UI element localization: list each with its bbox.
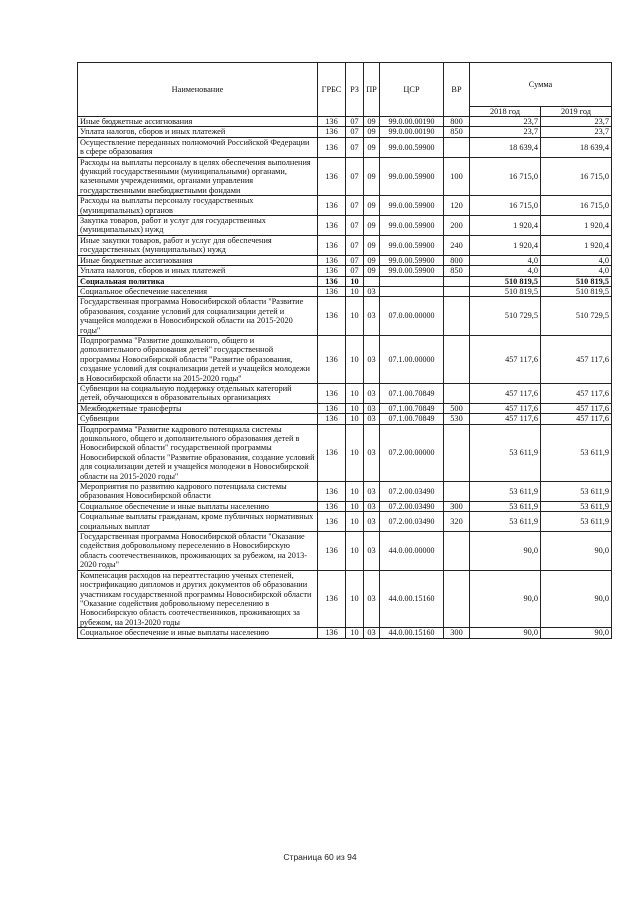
row-pr: 09 <box>364 196 380 216</box>
table-body <box>78 117 612 639</box>
row-sum-2018: 18 639,4 <box>470 137 541 157</box>
row-sum-2018: 4,0 <box>470 255 541 265</box>
row-vr <box>444 276 470 286</box>
row-csr: 07.0.00.00000 <box>380 297 444 336</box>
row-sum-2018: 53 611,9 <box>470 512 541 532</box>
table-row <box>78 335 612 383</box>
row-pr: 03 <box>364 570 380 627</box>
row-pr: 03 <box>364 424 380 481</box>
row-rz: 07 <box>346 196 364 216</box>
row-sum-2019: 23,7 <box>541 117 612 127</box>
row-csr: 44.0.00.15160 <box>380 628 444 638</box>
row-name: Социальные выплаты гражданам, кроме публичных нормативных социальных выплат <box>78 512 318 532</box>
row-sum-2019: 90,0 <box>541 532 612 571</box>
row-pr: 09 <box>364 127 380 137</box>
row-csr: 99.0.00.00190 <box>380 117 444 127</box>
row-vr: 120 <box>444 196 470 216</box>
table-row <box>78 403 612 413</box>
row-name: Мероприятия по развитию кадрового потенциала системы образования Новосибирской области <box>78 482 318 502</box>
table-row <box>78 424 612 481</box>
row-csr <box>380 276 444 286</box>
row-csr: 99.0.00.59900 <box>380 255 444 265</box>
row-grbs: 136 <box>318 137 346 157</box>
row-rz: 10 <box>346 424 364 481</box>
row-vr: 100 <box>444 157 470 196</box>
table-row <box>78 157 612 196</box>
row-csr: 99.0.00.59900 <box>380 196 444 216</box>
row-name: Закупка товаров, работ и услуг для государственных (муниципальных) нужд <box>78 216 318 236</box>
row-csr: 99.0.00.59900 <box>380 137 444 157</box>
budget-table <box>77 62 612 639</box>
row-sum-2018: 4,0 <box>470 266 541 276</box>
row-csr: 99.0.00.59900 <box>380 266 444 276</box>
row-grbs: 136 <box>318 216 346 236</box>
row-name: Уплата налогов, сборов и иных платежей <box>78 127 318 137</box>
row-rz: 10 <box>346 297 364 336</box>
row-csr: 07.1.00.70849 <box>380 403 444 413</box>
table-row <box>78 570 612 627</box>
row-csr <box>380 286 444 296</box>
table-row <box>78 196 612 216</box>
row-csr: 07.1.00.70849 <box>380 383 444 403</box>
row-sum-2019: 16 715,0 <box>541 157 612 196</box>
row-rz: 10 <box>346 335 364 383</box>
row-pr <box>364 276 380 286</box>
row-pr: 03 <box>364 286 380 296</box>
row-rz: 10 <box>346 512 364 532</box>
row-grbs: 136 <box>318 297 346 336</box>
row-pr: 09 <box>364 157 380 196</box>
row-grbs: 136 <box>318 570 346 627</box>
row-rz: 07 <box>346 117 364 127</box>
row-name: Межбюджетные трансферты <box>78 403 318 413</box>
row-vr <box>444 286 470 296</box>
row-name: Осуществление переданных полномочий Российской Федерации в сфере образования <box>78 137 318 157</box>
row-sum-2018: 457 117,6 <box>470 335 541 383</box>
row-sum-2019: 510 729,5 <box>541 297 612 336</box>
row-sum-2019: 1 920,4 <box>541 216 612 236</box>
table-row <box>78 383 612 403</box>
row-vr: 320 <box>444 512 470 532</box>
row-grbs: 136 <box>318 255 346 265</box>
header-pr: ПР <box>364 63 380 117</box>
row-rz: 10 <box>346 501 364 511</box>
row-sum-2018: 1 920,4 <box>470 216 541 236</box>
row-sum-2018: 23,7 <box>470 127 541 137</box>
row-pr: 03 <box>364 414 380 424</box>
row-name: Социальное обеспечение и иные выплаты населению <box>78 628 318 638</box>
row-grbs: 136 <box>318 266 346 276</box>
row-rz: 07 <box>346 127 364 137</box>
row-grbs: 136 <box>318 117 346 127</box>
row-grbs: 136 <box>318 403 346 413</box>
row-sum-2019: 510 819,5 <box>541 286 612 296</box>
row-sum-2019: 90,0 <box>541 628 612 638</box>
row-sum-2018: 457 117,6 <box>470 414 541 424</box>
row-csr: 07.2.00.03490 <box>380 501 444 511</box>
row-sum-2018: 16 715,0 <box>470 157 541 196</box>
row-pr: 03 <box>364 512 380 532</box>
row-sum-2018: 23,7 <box>470 117 541 127</box>
row-rz: 07 <box>346 255 364 265</box>
row-name: Расходы на выплаты персоналу государственных (муниципальных) органов <box>78 196 318 216</box>
row-name: Субвенции на социальную поддержку отдельных категорий детей, обучающихся в образовательных организациях <box>78 383 318 403</box>
row-csr: 07.1.00.00000 <box>380 335 444 383</box>
row-sum-2019: 53 611,9 <box>541 482 612 502</box>
row-sum-2019: 16 715,0 <box>541 196 612 216</box>
row-vr <box>444 482 470 502</box>
row-sum-2019: 53 611,9 <box>541 501 612 511</box>
row-pr: 09 <box>364 137 380 157</box>
table-row <box>78 127 612 137</box>
row-sum-2019: 1 920,4 <box>541 235 612 255</box>
row-pr: 09 <box>364 266 380 276</box>
row-grbs: 136 <box>318 512 346 532</box>
row-grbs: 136 <box>318 532 346 571</box>
row-pr: 09 <box>364 117 380 127</box>
row-vr: 800 <box>444 255 470 265</box>
table-row <box>78 297 612 336</box>
row-sum-2019: 457 117,6 <box>541 414 612 424</box>
table-header-row <box>78 63 612 107</box>
table-row <box>78 512 612 532</box>
table-row <box>78 216 612 236</box>
row-pr: 03 <box>364 383 380 403</box>
row-grbs: 136 <box>318 628 346 638</box>
row-pr: 09 <box>364 255 380 265</box>
row-vr <box>444 570 470 627</box>
row-rz: 10 <box>346 383 364 403</box>
row-sum-2019: 457 117,6 <box>541 403 612 413</box>
row-rz: 10 <box>346 532 364 571</box>
row-pr: 03 <box>364 297 380 336</box>
header-name: Наименование <box>78 63 318 117</box>
row-csr: 07.2.00.03490 <box>380 482 444 502</box>
row-pr: 03 <box>364 532 380 571</box>
row-csr: 99.0.00.00190 <box>380 127 444 137</box>
row-grbs: 136 <box>318 196 346 216</box>
row-grbs: 136 <box>318 157 346 196</box>
row-vr: 240 <box>444 235 470 255</box>
row-grbs: 136 <box>318 276 346 286</box>
row-pr: 03 <box>364 482 380 502</box>
row-name: Подпрограмма "Развитие дошкольного, общего и дополнительного образования детей" государственной программы Новосибирской области "Развитие образования, создание условий для социализации детей и учащейся молодежи в Новосибирской области на 2015-2020 годы" <box>78 335 318 383</box>
row-rz: 10 <box>346 276 364 286</box>
row-rz: 07 <box>346 137 364 157</box>
table-row <box>78 235 612 255</box>
row-grbs: 136 <box>318 383 346 403</box>
row-sum-2019: 53 611,9 <box>541 424 612 481</box>
row-sum-2019: 53 611,9 <box>541 512 612 532</box>
row-rz: 10 <box>346 628 364 638</box>
row-sum-2018: 510 819,5 <box>470 276 541 286</box>
row-grbs: 136 <box>318 335 346 383</box>
row-pr: 09 <box>364 235 380 255</box>
row-csr: 07.1.00.70849 <box>380 414 444 424</box>
row-vr: 500 <box>444 403 470 413</box>
row-csr: 07.2.00.03490 <box>380 512 444 532</box>
row-rz: 10 <box>346 286 364 296</box>
row-name: Уплата налогов, сборов и иных платежей <box>78 266 318 276</box>
row-sum-2019: 510 819,5 <box>541 276 612 286</box>
row-csr: 99.0.00.59900 <box>380 235 444 255</box>
header-sum: Сумма <box>470 63 612 107</box>
row-name: Иные бюджетные ассигнования <box>78 255 318 265</box>
table-row <box>78 286 612 296</box>
row-name: Подпрограмма "Развитие кадрового потенциала системы дошкольного, общего и дополнительного образования детей в Новосибирской области" государственной программы Новосибирской области "Развитие образования, создание условий для социализации детей и учащейся молодежи в Новосибирской области на 2015-2020 годы" <box>78 424 318 481</box>
row-name: Компенсация расходов на переаттестацию ученых степеней, нострификацию дипломов и других документов об образовании участникам государственной программы Новосибирской области "Оказание содействия добровольному переселению в Новосибирскую область соотечественников, проживающих за рубежом, на 2013-2020 годы <box>78 570 318 627</box>
row-grbs: 136 <box>318 482 346 502</box>
row-csr: 44.0.00.00000 <box>380 532 444 571</box>
table-row <box>78 501 612 511</box>
row-name: Расходы на выплаты персоналу в целях обеспечения выполнения функций государственными (муниципальными) органами, казенными учреждениями, органами управления государственными внебюджетными фондами <box>78 157 318 196</box>
header-year-2018: 2018 год <box>470 107 541 117</box>
row-name: Субвенции <box>78 414 318 424</box>
row-grbs: 136 <box>318 127 346 137</box>
row-vr <box>444 137 470 157</box>
row-pr: 03 <box>364 628 380 638</box>
row-vr: 530 <box>444 414 470 424</box>
row-sum-2018: 53 611,9 <box>470 424 541 481</box>
row-sum-2019: 90,0 <box>541 570 612 627</box>
row-vr: 300 <box>444 628 470 638</box>
row-csr: 99.0.00.59900 <box>380 216 444 236</box>
row-sum-2018: 16 715,0 <box>470 196 541 216</box>
row-sum-2019: 457 117,6 <box>541 335 612 383</box>
row-csr: 44.0.00.15160 <box>380 570 444 627</box>
table-row <box>78 255 612 265</box>
row-name: Социальное обеспечение и иные выплаты населению <box>78 501 318 511</box>
row-sum-2018: 457 117,6 <box>470 403 541 413</box>
row-grbs: 136 <box>318 235 346 255</box>
row-sum-2018: 510 819,5 <box>470 286 541 296</box>
table-row <box>78 266 612 276</box>
row-name: Государственная программа Новосибирской области "Развитие образования, создание условий для социализации детей и учащейся молодежи в Новосибирской области на 2015-2020 годы" <box>78 297 318 336</box>
header-csr: ЦСР <box>380 63 444 117</box>
row-vr: 300 <box>444 501 470 511</box>
row-sum-2019: 18 639,4 <box>541 137 612 157</box>
row-vr: 800 <box>444 117 470 127</box>
row-vr <box>444 383 470 403</box>
row-pr: 03 <box>364 403 380 413</box>
row-vr <box>444 297 470 336</box>
row-rz: 07 <box>346 157 364 196</box>
page-footer: Страница 60 из 94 <box>283 852 357 862</box>
row-sum-2018: 457 117,6 <box>470 383 541 403</box>
row-rz: 10 <box>346 414 364 424</box>
row-sum-2018: 90,0 <box>470 628 541 638</box>
row-vr <box>444 532 470 571</box>
row-csr: 99.0.00.59900 <box>380 157 444 196</box>
row-name: Государственная программа Новосибирской области "Оказание содействия добровольному переселению в Новосибирскую область соотечественников, проживающих за рубежом, на 2013-2020 годы" <box>78 532 318 571</box>
row-rz: 10 <box>346 482 364 502</box>
header-grbs: ГРБС <box>318 63 346 117</box>
row-vr <box>444 424 470 481</box>
table-row <box>78 117 612 127</box>
row-sum-2019: 23,7 <box>541 127 612 137</box>
row-sum-2019: 4,0 <box>541 255 612 265</box>
row-name: Иные закупки товаров, работ и услуг для обеспечения государственных (муниципальных) нужд <box>78 235 318 255</box>
row-sum-2018: 53 611,9 <box>470 501 541 511</box>
row-vr <box>444 335 470 383</box>
row-sum-2018: 510 729,5 <box>470 297 541 336</box>
row-name: Иные бюджетные ассигнования <box>78 117 318 127</box>
row-pr: 03 <box>364 501 380 511</box>
table-row <box>78 482 612 502</box>
table-row <box>78 532 612 571</box>
row-vr: 200 <box>444 216 470 236</box>
row-grbs: 136 <box>318 501 346 511</box>
row-sum-2018: 53 611,9 <box>470 482 541 502</box>
header-rz: РЗ <box>346 63 364 117</box>
row-pr: 03 <box>364 335 380 383</box>
row-sum-2018: 90,0 <box>470 532 541 571</box>
row-csr: 07.2.00.00000 <box>380 424 444 481</box>
row-rz: 07 <box>346 235 364 255</box>
row-sum-2019: 457 117,6 <box>541 383 612 403</box>
header-vr: ВР <box>444 63 470 117</box>
row-sum-2018: 1 920,4 <box>470 235 541 255</box>
row-sum-2018: 90,0 <box>470 570 541 627</box>
table-row <box>78 137 612 157</box>
row-rz: 07 <box>346 216 364 236</box>
header-year-2019: 2019 год <box>541 107 612 117</box>
row-sum-2019: 4,0 <box>541 266 612 276</box>
row-grbs: 136 <box>318 424 346 481</box>
row-rz: 07 <box>346 266 364 276</box>
row-grbs: 136 <box>318 286 346 296</box>
row-name: Социальная политика <box>78 276 318 286</box>
table-row <box>78 276 612 286</box>
row-grbs: 136 <box>318 414 346 424</box>
row-pr: 09 <box>364 216 380 236</box>
table-row <box>78 628 612 638</box>
row-rz: 10 <box>346 403 364 413</box>
row-vr: 850 <box>444 127 470 137</box>
row-rz: 10 <box>346 570 364 627</box>
row-vr: 850 <box>444 266 470 276</box>
table-row <box>78 414 612 424</box>
row-name: Социальное обеспечение населения <box>78 286 318 296</box>
